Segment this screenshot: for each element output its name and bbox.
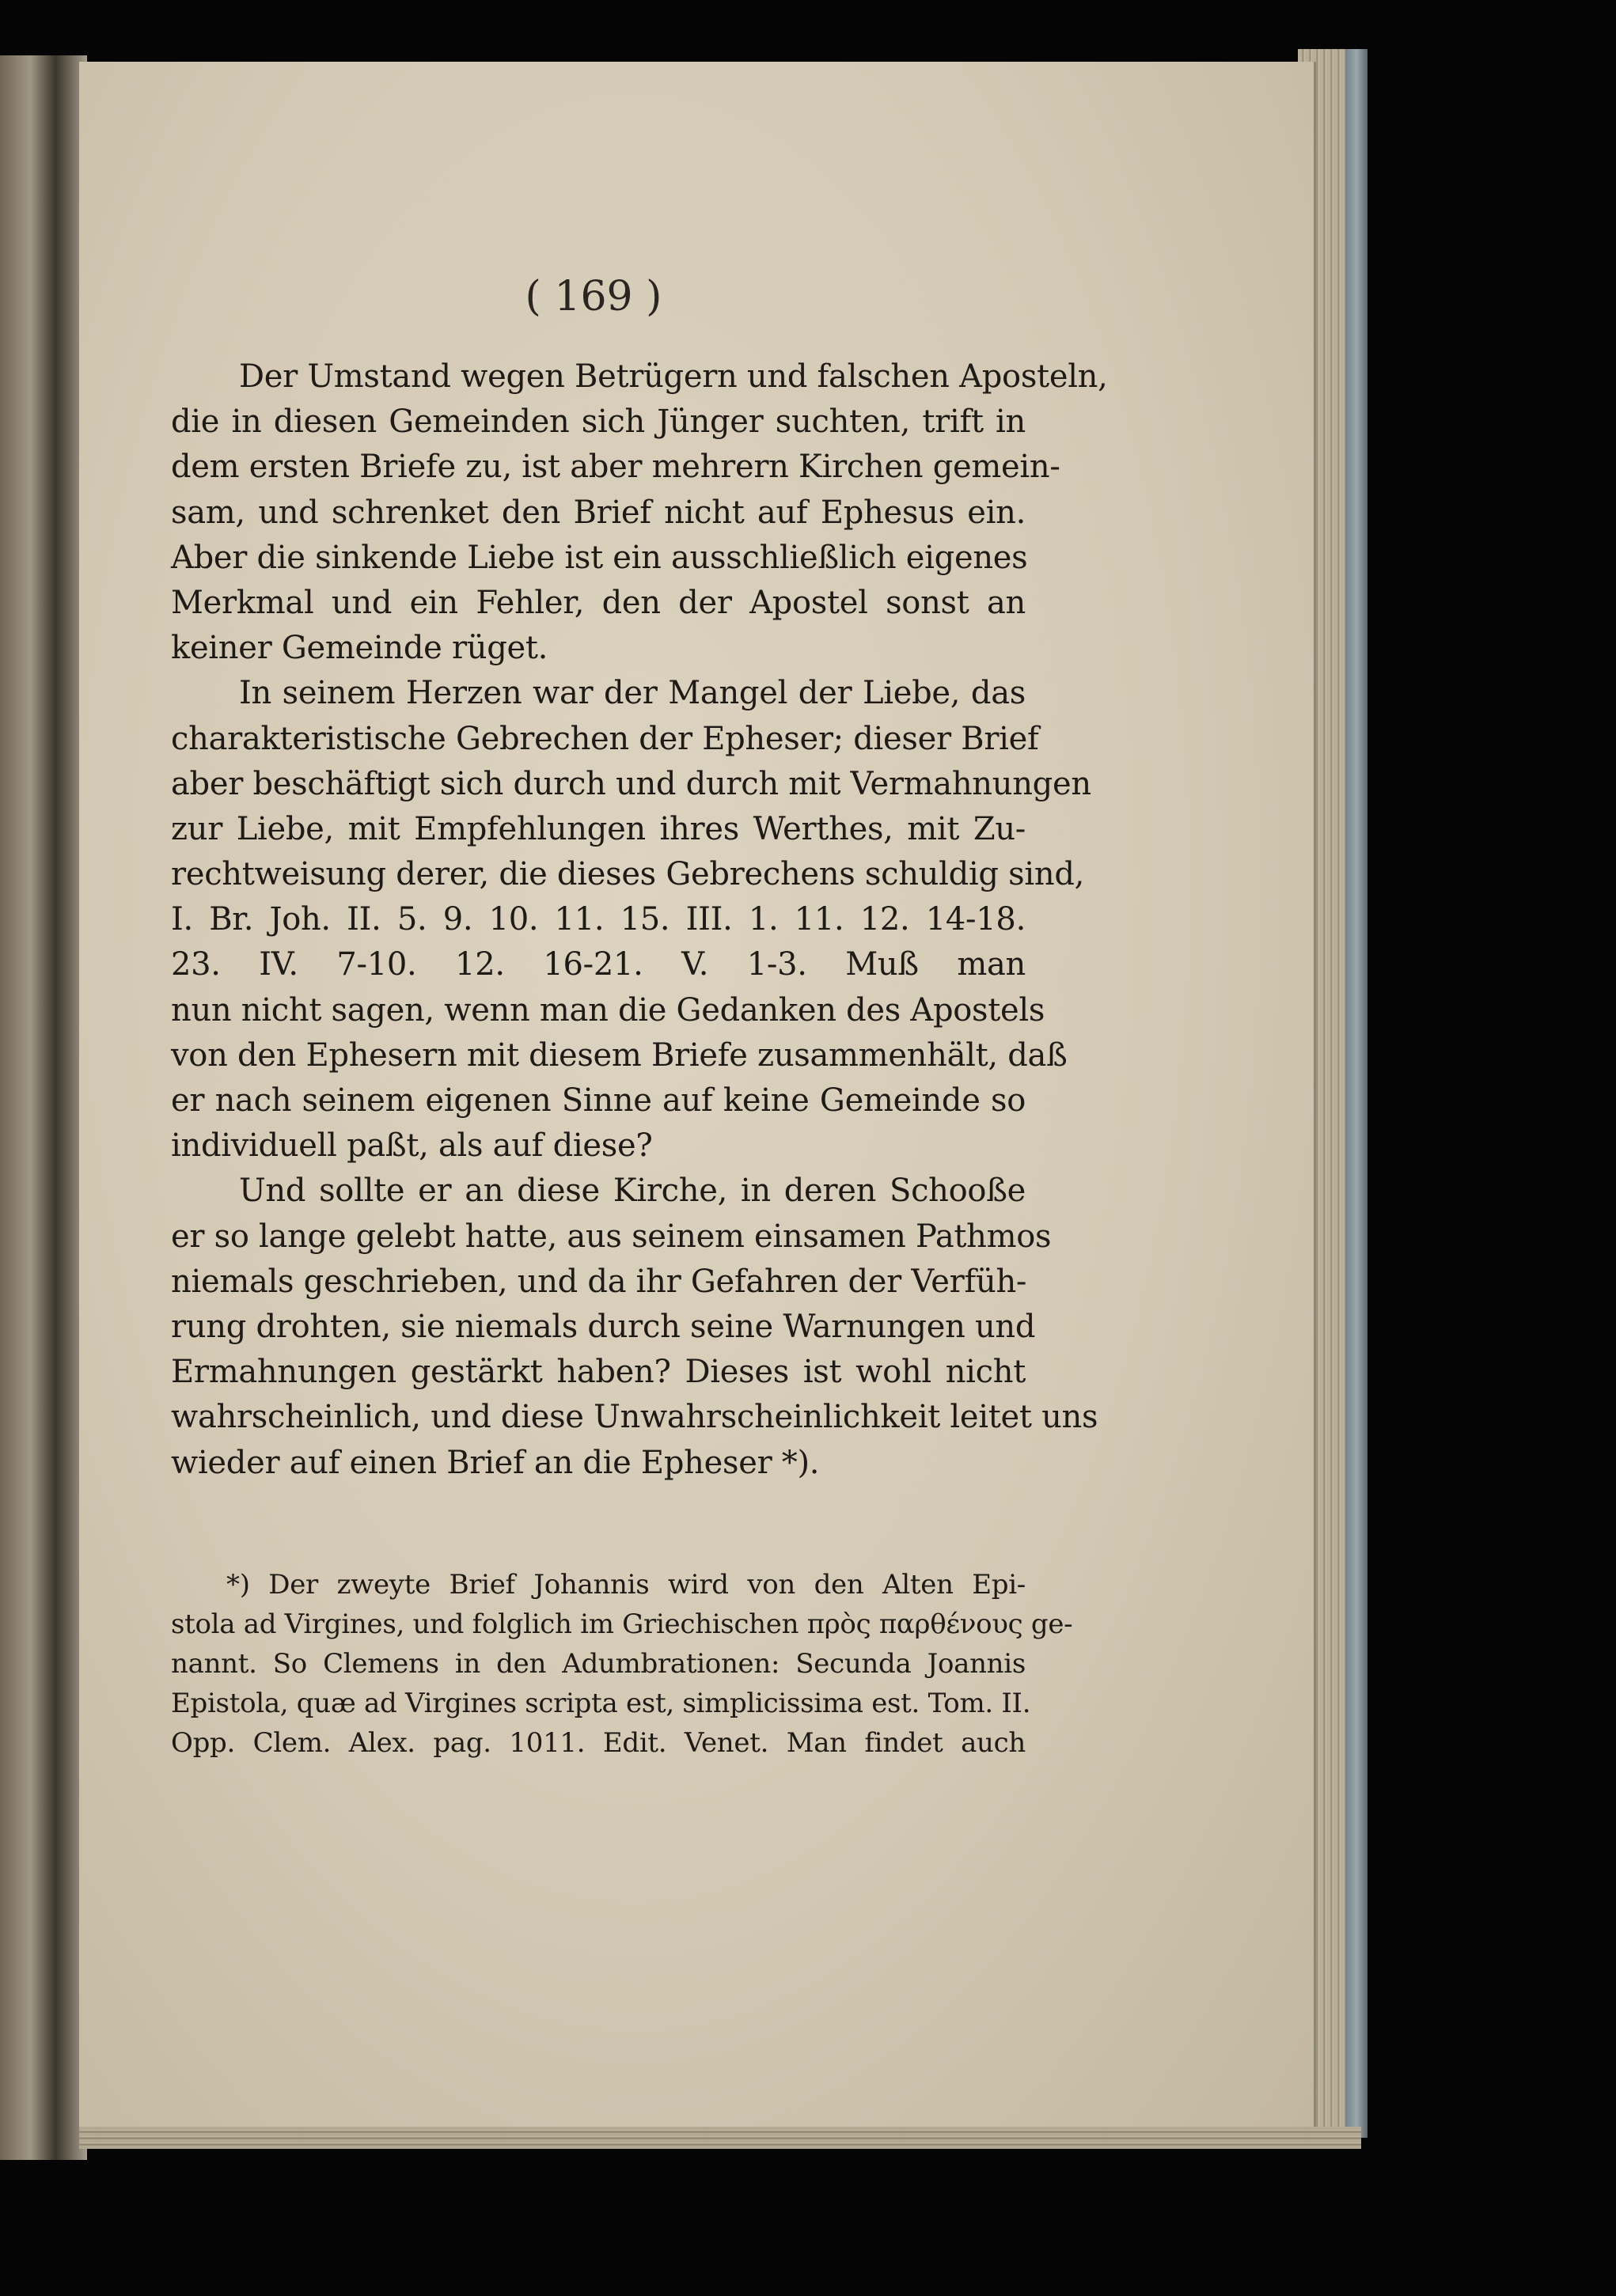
text-line: wahrscheinlich, und diese Unwahrscheinlichkeit leitet uns: [171, 1399, 1098, 1436]
text-line: keiner Gemeinde rüget.: [171, 630, 548, 667]
text-line: niemals geschrieben, und da ihr Gefahren der Verfüh-: [171, 1263, 1027, 1300]
page-bottom-edge: [79, 2127, 1361, 2149]
text-line: In seinem Herzen war der Mangel der Liebe, das: [239, 675, 1026, 712]
page-number: ( 169 ): [525, 273, 662, 320]
text-line: Merkmal und ein Fehler, den der Apostel sonst an: [171, 584, 1026, 621]
footnote-line: nannt. So Clemens in den Adumbrationen: Secunda Joannis: [171, 1648, 1026, 1680]
footnote-line: Epistola, quæ ad Virgines scripta est, simplicissima est. Tom. II.: [171, 1688, 1031, 1719]
footnote-line: *) Der zweyte Brief Johannis wird von den Alten Epi-: [226, 1569, 1026, 1601]
text-line: rechtweisung derer, die dieses Gebrechens schuldig sind,: [171, 856, 1085, 893]
text-line: er nach seinem eigenen Sinne auf keine Gemeinde so: [171, 1082, 1026, 1119]
text-line: sam, und schrenket den Brief nicht auf Ephesus ein.: [171, 494, 1026, 531]
text-line: er so lange gelebt hatte, aus seinem einsamen Pathmos: [171, 1218, 1052, 1255]
text-line: charakteristische Gebrechen der Epheser; dieser Brief: [171, 720, 1039, 757]
text-line: dem ersten Briefe zu, ist aber mehrern Kirchen gemein-: [171, 449, 1060, 486]
text-line: rung drohten, sie niemals durch seine Warnungen und: [171, 1308, 1036, 1345]
text-line: I. Br. Joh. II. 5. 9. 10. 11. 15. III. 1. 11. 12. 14-18.: [171, 901, 1026, 938]
footnote-line: stola ad Virgines, und folglich im Griechischen πρὸς παρθένους ge-: [171, 1608, 1073, 1640]
footnote: [171, 1565, 1073, 1763]
book-cover-edge: [1345, 49, 1368, 2138]
text-line: Und sollte er an diese Kirche, in deren Schooße: [239, 1173, 1026, 1210]
body-text: [171, 354, 1108, 1486]
text-line: wieder auf einen Brief an die Epheser *).: [171, 1444, 820, 1481]
text-line: von den Ephesern mit diesem Briefe zusammenhält, daß: [171, 1036, 1068, 1074]
text-line: zur Liebe, mit Empfehlungen ihres Werthes, mit Zu-: [171, 810, 1026, 847]
footnote-line: Opp. Clem. Alex. pag. 1011. Edit. Venet. Man findet auch: [171, 1727, 1026, 1759]
text-line: individuell paßt, als auf diese?: [171, 1127, 653, 1165]
text-line: Der Umstand wegen Betrügern und falschen Aposteln,: [239, 358, 1108, 395]
text-line: 23. IV. 7-10. 12. 16-21. V. 1-3. Muß man: [171, 946, 1026, 983]
text-line: Ermahnungen gestärkt haben? Dieses ist wohl nicht: [171, 1354, 1026, 1391]
text-line: aber beschäftigt sich durch und durch mit Vermahnungen: [171, 765, 1091, 802]
text-line: Aber die sinkende Liebe ist ein ausschließlich eigenes: [171, 539, 1028, 576]
text-line: nun nicht sagen, wenn man die Gedanken des Apostels: [171, 991, 1045, 1029]
facing-page-edge: [0, 55, 57, 2160]
text-line: die in diesen Gemeinden sich Jünger suchten, trift in: [171, 404, 1026, 441]
